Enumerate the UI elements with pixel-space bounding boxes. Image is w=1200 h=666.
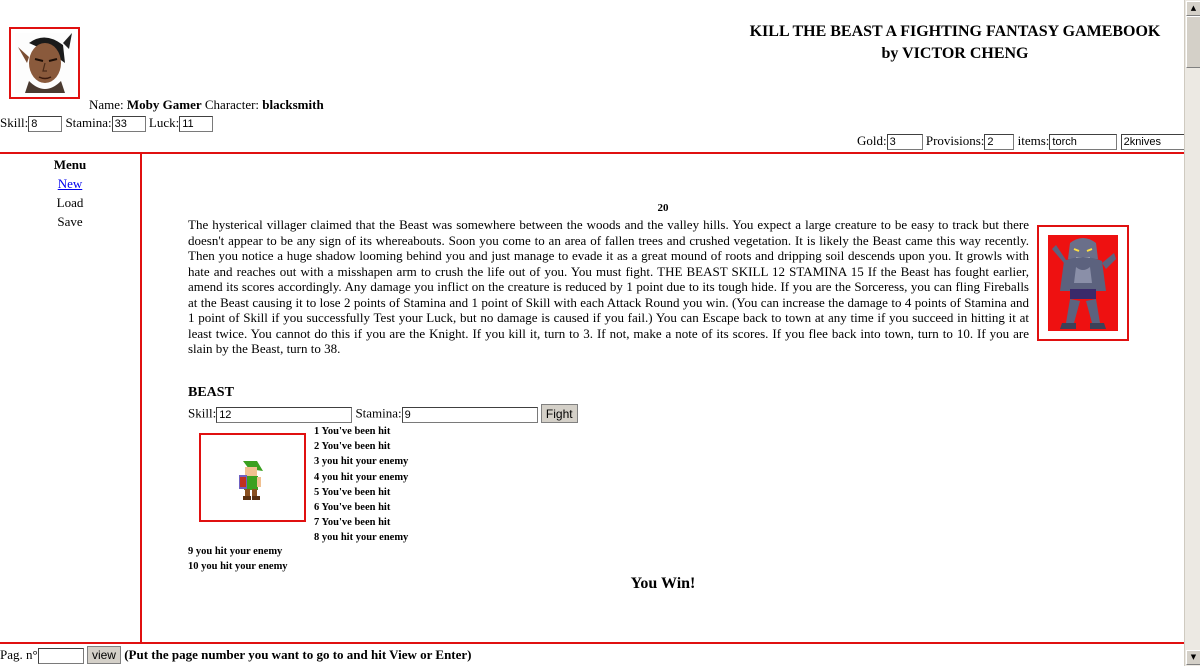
inventory [857,133,1189,150]
menu-panel [0,155,140,231]
item2-input[interactable] [1121,134,1189,150]
game-title [720,21,1190,65]
combat-log-entry: 9 you hit your enemy [188,546,283,557]
author-text: by VICTOR CHENG [881,45,1029,62]
skill-label: Skill: [0,115,29,130]
character-label: Character: [204,97,260,112]
menu-title: Menu [53,157,87,172]
view-button[interactable]: view [87,646,121,664]
enemy-stamina-label: Stamina: [355,405,402,421]
top-divider [0,152,1185,154]
scroll-down-icon[interactable]: ▼ [1186,650,1200,665]
menu-new-link[interactable]: New [57,176,83,191]
combat-log-right [314,424,408,546]
enemy-stamina-input[interactable] [402,407,538,423]
scroll-up-icon[interactable]: ▲ [1186,1,1200,16]
combat-log-entry: 3 you hit your enemy [314,456,409,468]
player-skill-input[interactable] [28,116,62,132]
fight-button[interactable]: Fight [541,404,578,423]
combat-log-left [188,544,288,574]
gold-label: Gold: [857,133,887,148]
scroll-thumb[interactable] [1186,16,1200,68]
enemy-stats [188,404,578,423]
combat-log-entry: 2 You've been hit [314,441,391,453]
hero-sprite-icon [201,435,304,520]
menu-divider[interactable] [140,152,142,644]
luck-label: Luck: [148,115,180,130]
gold-input[interactable] [887,134,923,150]
combat-log-entry: 4 you hit your enemy [314,471,409,483]
result-text: You Win! [630,575,696,592]
title-text: KILL THE BEAST A FIGHTING FANTASY GAMEBOOK [749,23,1161,40]
section-number: 20 [657,202,669,214]
bottom-divider [0,642,1185,644]
player-stamina-input[interactable] [112,116,146,132]
combat-log-entry: 8 you hit your enemy [314,532,409,544]
menu-save[interactable]: Save [57,214,83,229]
combat-log-entry: 6 You've been hit [314,502,391,514]
beast-illustration-icon [1048,235,1118,331]
story-area [188,217,1138,357]
provisions-input[interactable] [984,134,1014,150]
item1-input[interactable] [1049,134,1117,150]
player-portrait [9,27,80,99]
enemy-skill-input[interactable] [216,407,352,423]
combat-log-entry: 7 You've been hit [314,517,391,529]
items-label: items: [1017,133,1050,148]
combat-log-entry: 5 You've been hit [314,486,391,498]
player-info [89,97,324,113]
combat-log-entry: 1 You've been hit [314,426,391,437]
menu-load[interactable]: Load [56,195,84,210]
player-stats [0,115,213,132]
story-text: The hysterical villager claimed that the Beast was somewhere between the woods and the valley hills. You expect a large creature to be easy to track but there doesn't appear to be any sign of its whereabouts. Soon you come to an area of fallen trees and crushed vegetation. It is likely the Beast came this way recently. Then you notice a huge shadow looming behind you and just manage to evade it as a great mound of roots and dripping soil descends upon you. It growls with hate and reaches out with a misshapen arm to crush the life out of you. You must fight. THE BEAST SKILL 12 STAMINA 15 If the Beast has fought earlier, amend its scores accordingly. Any damage you inflict on the creature is reduced by 1 point due to its tough hide. If you are the Sorceress, you can fling Fireballs at the Beast causing it to lose 2 points of Stamina and 1 point of Skill with each Attack Round you win. (You can increase the damage to 4 points of Stamina and 1 point of Skill if you successfully Test your Luck, but no damage is caused if you fail.) You can Escape back to town at any time if you succeed in hitting it at least twice. You cannot do this if you are the Knight. If you kill it, turn to 3. If not, make a note of its scores. If you flee back into town, turn to 10. If you are slain by the Beast, turn to 38. [188,217,1029,356]
provisions-label: Provisions: [925,133,985,148]
page-label: Pag. n° [0,647,38,662]
combat-log-entry: 10 you hit your enemy [188,561,288,573]
hero-sprite [199,433,306,522]
elf-portrait-icon [15,33,74,93]
player-name: Moby Gamer [126,97,202,112]
name-label: Name: [89,97,124,112]
player-character: blacksmith [262,97,324,112]
enemy-skill-label: Skill: [188,405,217,421]
player-luck-input[interactable] [179,116,213,132]
page-navigator [0,646,472,664]
stamina-label: Stamina: [65,115,112,130]
enemy-name: BEAST [188,385,234,400]
vertical-scrollbar[interactable] [1184,0,1200,666]
beast-illustration [1037,225,1129,341]
page-hint: (Put the page number you want to go to and hit View or Enter) [124,647,472,662]
page-number-input[interactable] [38,648,84,664]
